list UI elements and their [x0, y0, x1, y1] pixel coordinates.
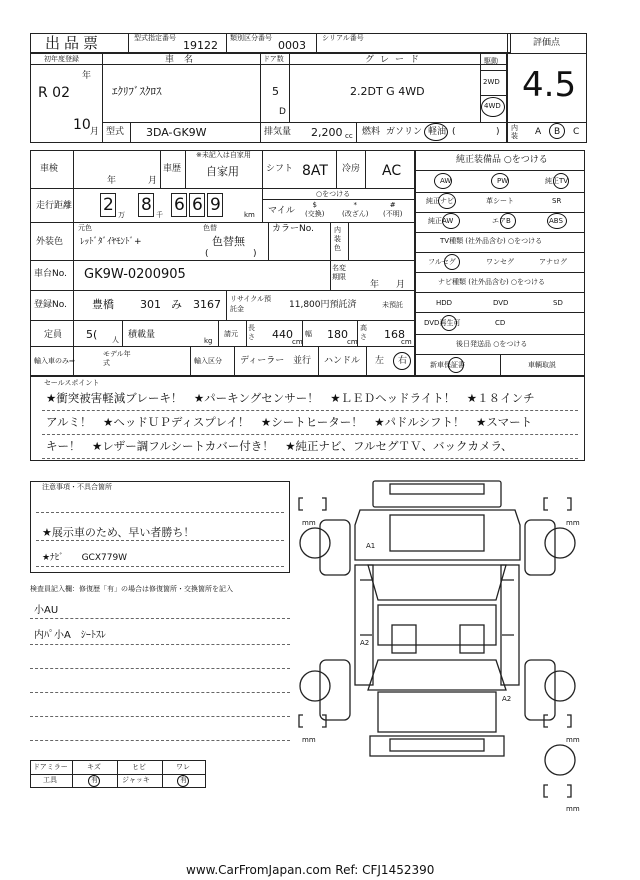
tire-fl-mm: mm	[302, 519, 316, 527]
load-label: 積載量	[128, 330, 156, 340]
km-unit: km	[244, 211, 255, 219]
width-label: 幅	[305, 330, 312, 338]
inspector-label: 検査員記入欄：修復歴「有」の場合は修復箇所・交換箇所を記入	[30, 585, 233, 593]
later-manual: 車輌取説	[528, 361, 556, 369]
footer-watermark: www.CarFromJapan.com Ref: CFJ1452390	[186, 863, 435, 877]
type-label: 型式	[106, 127, 125, 137]
load-unit: kg	[204, 337, 213, 345]
name-change-month: 月	[396, 280, 406, 290]
form-title: 出品票	[45, 34, 103, 52]
inspection-year-unit: 年	[107, 176, 117, 186]
equip-tv: 純正TV	[545, 177, 569, 185]
class-value: 0003	[278, 39, 306, 52]
exchange-label: $ (交換)	[305, 201, 325, 218]
notes-line-1: ★展示車のため、早い者勝ち！	[42, 526, 195, 539]
color-change-value: 色替無	[212, 235, 245, 248]
year-unit: 年	[82, 71, 92, 81]
inspector-line-1: 小AU	[34, 605, 59, 616]
tv-header: TV種類 (社外品含む) ○をつける	[440, 237, 543, 245]
navi-sd: SD	[553, 299, 563, 307]
reg-kana: み	[171, 298, 182, 311]
grade-value: 2.2DT G 4WD	[350, 85, 425, 98]
chassis-label: 車台No.	[34, 269, 67, 279]
legend-jack-has: 有	[180, 776, 187, 784]
sen-unit: 千	[156, 211, 163, 219]
mileage-digit-4-value: 6	[192, 195, 203, 215]
width-value: 180	[327, 328, 348, 341]
reg-number: 3167	[193, 298, 221, 311]
model-spec-label: 型式指定番号	[134, 34, 176, 42]
later-warranty: 新車保証書	[430, 361, 465, 369]
capacity-unit: 人	[112, 336, 119, 344]
recycle-label: リサイクル預託金	[230, 295, 272, 313]
exterior-color-label: 外装色	[36, 237, 64, 247]
width-cm: cm	[347, 338, 358, 346]
navi-hdd: HDD	[436, 299, 453, 307]
tire-rr-mm: mm	[566, 736, 580, 744]
genuine-header: 純正装備品 ○をつける	[456, 155, 548, 165]
legend-scratch: キズ	[87, 763, 101, 771]
recycle-value: 11,800円預託済	[289, 300, 357, 310]
mileage-digit-3-value: 6	[174, 195, 185, 215]
handle-label: ハンドル	[324, 356, 361, 366]
orig-color-value: ﾚｯﾄﾞﾀﾞｲﾔﾓﾝﾄﾞ+	[80, 237, 142, 247]
damage-a2-rear: A2	[502, 695, 512, 703]
car-name-value: ｴｸﾘﾌﾞｽｸﾛｽ	[112, 85, 162, 98]
request-label: 請元	[224, 330, 238, 338]
handle-right: 右	[398, 356, 408, 366]
tv-fullseg: フルセグ	[428, 258, 456, 266]
ac-value: AC	[382, 163, 402, 179]
interior-label: 内装	[511, 124, 518, 140]
equip-sr: SR	[552, 197, 562, 205]
height-cm: cm	[401, 338, 412, 346]
serial-label: シリアル番号	[322, 34, 364, 42]
tv-oneseg: ワンセグ	[486, 258, 514, 266]
length-value: 440	[272, 328, 293, 341]
reg-class: 301	[140, 298, 161, 311]
fuel-bracket-left: (	[452, 127, 456, 137]
later-header: 後日発送品 ○をつける	[456, 340, 528, 348]
ac-label: 冷房	[342, 164, 361, 174]
fuel-bracket-right: )	[496, 127, 500, 137]
cc-unit: cc	[345, 132, 353, 140]
history-label: 車歴	[163, 164, 182, 174]
type-value: 3DA-GK9W	[146, 126, 207, 139]
man-unit: 万	[118, 211, 125, 219]
length-label: 長さ	[248, 324, 255, 341]
equip-leather: 革シート	[486, 197, 514, 205]
fuel-diesel: 軽油	[428, 127, 447, 137]
tire-spare-mm: mm	[566, 805, 580, 813]
navi-dvd-play: DVD再生可	[424, 319, 461, 327]
model-year-label: モデル年式	[103, 350, 131, 367]
unknown-label: # (不明)	[383, 201, 403, 218]
mileage-digit-1-value: 2	[103, 195, 114, 215]
class-label: 類別区分番号	[230, 34, 272, 42]
car-name-label: 車名	[165, 55, 204, 65]
sales-point-line-2: アルミ！ ★ヘッドＵＰディスプレイ！ ★シートヒーター！ ★パドルシフト！ ★スマート	[46, 415, 533, 429]
shift-value: 8AT	[302, 163, 328, 179]
legend-door-mirror: ドアミラー	[33, 763, 68, 771]
score-label: 評価点	[533, 38, 561, 48]
history-note: ※未記入は自家用	[196, 151, 251, 159]
mileage-digit-2-value: 8	[141, 195, 152, 215]
fuel-label: 燃料	[362, 127, 381, 137]
displacement-value: 2,200	[311, 126, 343, 139]
mileage-label: 走行距離	[36, 201, 73, 211]
mileage-circle-note: ○をつける	[316, 190, 351, 198]
sales-point-label: セールスポイント	[44, 379, 100, 387]
reg-area: 豊橋	[92, 298, 114, 311]
length-cm: cm	[292, 338, 303, 346]
history-value: 自家用	[206, 165, 239, 178]
color-change-label: 色替	[203, 224, 217, 232]
displacement-label: 排気量	[264, 127, 292, 137]
notes-label: 注意事項・不具合箇所	[42, 483, 112, 491]
height-label: 高さ	[360, 324, 367, 341]
orig-color-label: 元色	[78, 224, 92, 232]
sales-point-line-1: ★衝突被害軽減ブレーキ！ ★パーキングセンサー！ ★ＬＥＤヘッドライト！ ★１８インチ	[46, 391, 535, 405]
mileage-digit-5-value: 9	[210, 195, 221, 215]
legend-tools-has: 有	[91, 776, 98, 784]
equip-airbag: エアB	[492, 217, 511, 225]
inspector-line-2: 内ﾊﾟ小A ｼｰﾄｽﾚ	[34, 630, 106, 641]
tire-fr-mm: mm	[566, 519, 580, 527]
drive-label: 駆動	[484, 57, 498, 65]
handle-left: 左	[375, 356, 385, 366]
equip-navi: 純正ナビ	[426, 197, 454, 205]
grade-label: グレード	[365, 55, 426, 65]
doors-value: 5	[272, 85, 279, 98]
drive-4wd: 4WD	[484, 102, 501, 110]
inspection-month-unit: 月	[148, 176, 158, 186]
legend-jack: ジャッキ	[122, 776, 150, 784]
interior-b: B	[554, 127, 561, 137]
era-value: R 02	[38, 85, 70, 101]
interior-a: A	[535, 127, 542, 137]
doors-label: ドア数	[263, 55, 284, 63]
shift-label: シフト	[266, 164, 294, 174]
dealer-option: ディーラー	[240, 356, 285, 366]
damage-a2-center: A2	[360, 639, 370, 647]
tamper-label: * (改ざん)	[342, 201, 369, 218]
mile-label: マイル	[268, 206, 295, 216]
capacity-value: 5(	[86, 328, 98, 341]
equip-genuine-aw: 純正AW	[428, 217, 454, 225]
model-spec-value: 19122	[183, 39, 218, 52]
fuel-gasoline: ガソリン	[386, 127, 423, 137]
color-bracket-right: )	[253, 249, 257, 259]
month-value: 10	[73, 117, 91, 133]
color-no-label: カラーNo.	[272, 224, 314, 234]
month-unit: 月	[90, 127, 100, 137]
chassis-value: GK9W-0200905	[84, 267, 186, 282]
first-reg-label: 初年度登録	[44, 55, 79, 63]
sales-point-line-3: キー！ ★レザー調フルシートカバー付き！ ★純正ナビ、フルセグＴＶ、バックカメラ、	[46, 439, 513, 453]
legend-break: ワレ	[176, 763, 190, 771]
navi-cd: CD	[495, 319, 506, 327]
notes-line-2: ★ﾅﾋﾞ GCX779W	[42, 553, 128, 563]
interior-color-label: 内装色	[334, 226, 341, 252]
inspection-label: 車検	[40, 164, 59, 174]
import-label: 輸入車のみ⇒	[34, 357, 75, 365]
reg-label: 登録No.	[34, 300, 67, 310]
legend-tools: 工具	[43, 776, 57, 784]
recycle-not: 未預託	[382, 301, 403, 309]
interior-c: C	[573, 127, 580, 137]
parallel-option: 並行	[293, 356, 312, 366]
import-class-label: 輸入区分	[194, 357, 222, 365]
equip-aw: AW	[440, 177, 452, 185]
name-change-label: 名変期限	[332, 264, 346, 281]
tire-rl-mm: mm	[302, 736, 316, 744]
color-bracket-left: (	[205, 249, 209, 259]
height-value: 168	[384, 328, 405, 341]
legend-crack: ヒビ	[132, 763, 146, 771]
navi-dvd: DVD	[493, 299, 509, 307]
equip-abs: ABS	[549, 217, 563, 225]
drive-2wd: 2WD	[483, 78, 500, 86]
capacity-label: 定員	[44, 330, 63, 340]
equip-pw: PW	[497, 177, 509, 185]
damage-a1: A1	[366, 542, 376, 550]
navi-header: ナビ種類 (社外品含む) ○をつける	[438, 278, 546, 286]
door-type: D	[279, 107, 286, 117]
name-change-year: 年	[370, 280, 380, 290]
score-value: 4.5	[522, 65, 577, 105]
tv-analog: アナログ	[539, 258, 567, 266]
